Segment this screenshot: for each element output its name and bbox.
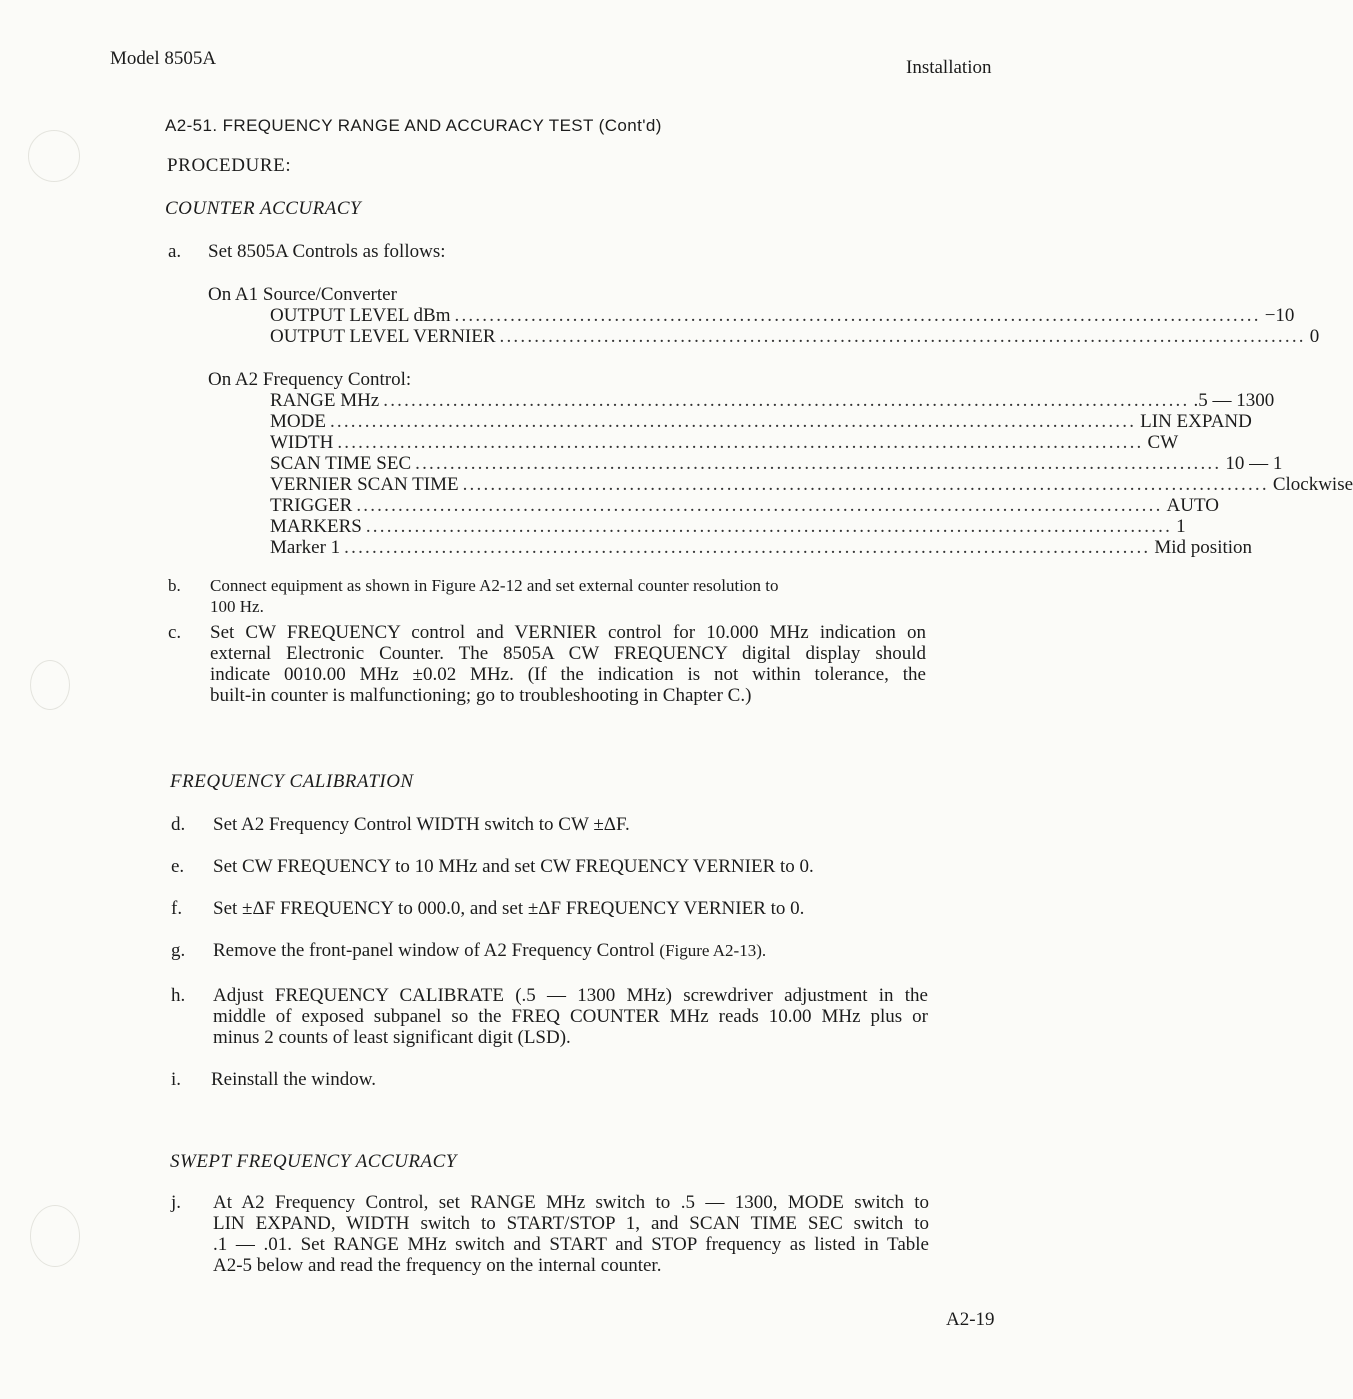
- setting-value: 10 — 1: [1225, 453, 1283, 474]
- step-e-text: Set CW FREQUENCY to 10 MHz and set CW FREQUENCY VERNIER to 0.: [213, 856, 814, 877]
- setting-row: MARKERS .................................................................................................................... 1: [270, 516, 1186, 537]
- step-h-letter: h.: [171, 985, 186, 1006]
- setting-row: Marker 1 .................................................................................................................... Mid position: [270, 537, 1253, 558]
- step-g-text: [213, 940, 766, 961]
- binder-hole-top: [28, 130, 80, 182]
- setting-value: Clockwise: [1272, 474, 1353, 495]
- setting-row: SCAN TIME SEC .................................................................................................................... 10 — 1: [270, 453, 1283, 474]
- setting-label: WIDTH: [270, 432, 334, 453]
- setting-label: MODE: [270, 411, 326, 432]
- step-h-text: Adjust FREQUENCY CALIBRATE (.5 — 1300 MHz) screwdriver adjustment in the middle of exposed subpanel so the FREQ COUNTER MHz reads 10.00 MHz plus or minus 2 counts of least significant digit (LSD).: [213, 985, 928, 1048]
- setting-row: VERNIER SCAN TIME .................................................................................................................... Clockwise: [270, 474, 1353, 495]
- setting-row: MODE .................................................................................................................... LIN EXPAND: [270, 411, 1252, 432]
- frequency-calibration-heading: FREQUENCY CALIBRATION: [170, 771, 414, 792]
- step-b-letter: b.: [168, 576, 181, 595]
- a2-title: On A2 Frequency Control:: [208, 369, 412, 390]
- setting-row: OUTPUT LEVEL dBm .................................................................................................................... −10: [270, 305, 1295, 326]
- binder-hole-bottom: [30, 1205, 80, 1267]
- procedure-label: PROCEDURE:: [167, 155, 292, 176]
- step-d-text: Set A2 Frequency Control WIDTH switch to CW ±ΔF.: [213, 814, 630, 835]
- binder-hole-middle: [30, 660, 70, 710]
- setting-value: 0: [1309, 326, 1320, 347]
- setting-label: VERNIER SCAN TIME: [270, 474, 459, 495]
- page-number: A2-19: [946, 1309, 995, 1330]
- counter-accuracy-heading: COUNTER ACCURACY: [165, 198, 362, 219]
- step-a-text: Set 8505A Controls as follows:: [208, 241, 446, 262]
- setting-value: .5 — 1300: [1193, 390, 1275, 411]
- setting-row: RANGE MHz .................................................................................................................... .5 — 1300: [270, 390, 1275, 411]
- setting-label: OUTPUT LEVEL VERNIER: [270, 326, 496, 347]
- setting-label: TRIGGER: [270, 495, 353, 516]
- setting-label: Marker 1: [270, 537, 341, 558]
- setting-value: AUTO: [1166, 495, 1219, 516]
- step-d-letter: d.: [171, 814, 186, 835]
- setting-value: LIN EXPAND: [1140, 411, 1252, 432]
- setting-label: SCAN TIME SEC: [270, 453, 412, 474]
- setting-value: 1: [1176, 516, 1186, 537]
- step-j-text: At A2 Frequency Control, set RANGE MHz switch to .5 — 1300, MODE switch to LIN EXPAND, WIDTH switch to START/STOP 1, and SCAN TIME SEC switch to .1 — .01. Set RANGE MHz switch and START and STOP frequency as listed in Table A2-5 below and read the frequency on the internal counter.: [213, 1192, 929, 1276]
- step-i-letter: i.: [171, 1069, 182, 1090]
- step-j-letter: j.: [171, 1192, 182, 1213]
- step-b-text: Connect equipment as shown in Figure A2-12 and set external counter resolution to 100 Hz.: [210, 576, 779, 616]
- step-c-letter: c.: [168, 622, 182, 643]
- section-title: A2-51. FREQUENCY RANGE AND ACCURACY TEST (Cont'd): [165, 116, 662, 135]
- step-f-letter: f.: [171, 898, 183, 919]
- setting-label: MARKERS: [270, 516, 362, 537]
- header-section: Installation: [906, 57, 992, 78]
- step-c-text: Set CW FREQUENCY control and VERNIER control for 10.000 MHz indication on external Electronic Counter. The 8505A CW FREQUENCY digital display should indicate 0010.00 MHz ±0.02 MHz. (If the indication is not within tolerance, the built-in counter is malfunctioning; go to troubleshooting in Chapter C.): [210, 622, 926, 706]
- swept-frequency-accuracy-heading: SWEPT FREQUENCY ACCURACY: [170, 1151, 457, 1172]
- step-g-main: Remove the front-panel window of A2 Frequency Control: [213, 940, 655, 961]
- setting-row: TRIGGER .................................................................................................................... AUTO: [270, 495, 1219, 516]
- a1-title: On A1 Source/Converter: [208, 284, 397, 305]
- step-e-letter: e.: [171, 856, 185, 877]
- header-model: Model 8505A: [110, 48, 217, 69]
- setting-row: WIDTH .................................................................................................................... CW: [270, 432, 1179, 453]
- setting-label: OUTPUT LEVEL dBm: [270, 305, 451, 326]
- setting-label: RANGE MHz: [270, 390, 380, 411]
- setting-value: CW: [1147, 432, 1179, 453]
- setting-row: OUTPUT LEVEL VERNIER .................................................................................................................... 0: [270, 326, 1320, 347]
- step-i-text: Reinstall the window.: [211, 1069, 376, 1090]
- step-g-letter: g.: [171, 940, 186, 961]
- step-f-text: Set ±ΔF FREQUENCY to 000.0, and set ±ΔF FREQUENCY VERNIER to 0.: [213, 898, 805, 919]
- step-a-letter: a.: [168, 241, 182, 262]
- figure-reference: (Figure A2-13).: [659, 941, 767, 960]
- setting-value: −10: [1264, 305, 1295, 326]
- setting-value: Mid position: [1154, 537, 1253, 558]
